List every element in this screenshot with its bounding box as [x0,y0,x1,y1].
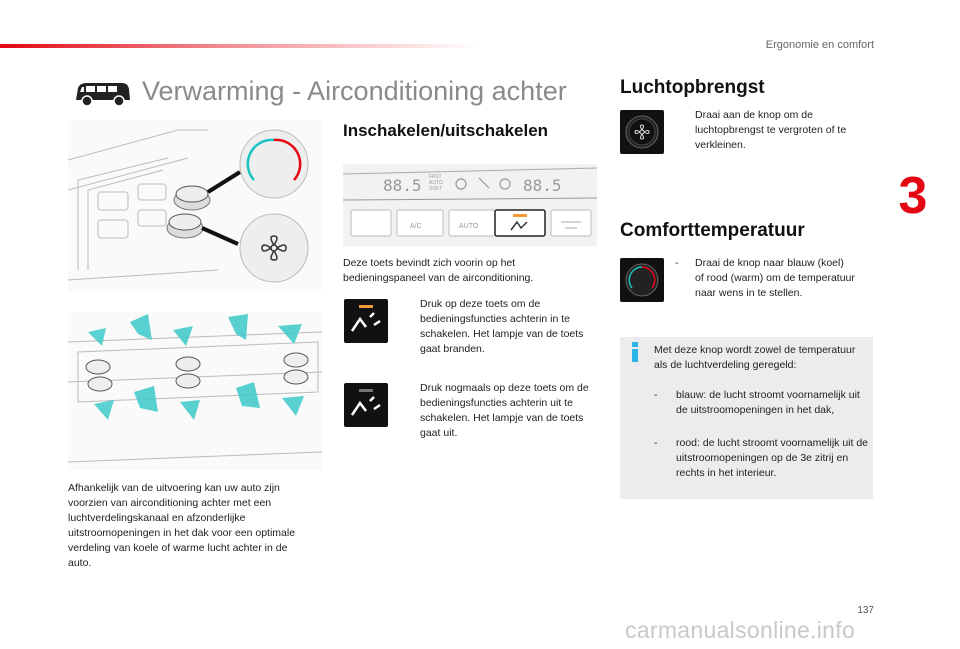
panel-display-left: 88.5 [383,176,422,195]
page-number: 137 [857,605,874,616]
front-ac-panel-illustration [343,164,597,246]
middle-intro: Deze toets bevindt zich voorin op het bedieningspaneel van de airconditioning. [343,257,534,284]
panel-display-right: 88.5 [523,176,562,195]
heading-airflow: Luchtopbrengst [620,77,765,98]
airflow-knob-thumbnail [620,110,664,154]
heading-switch: Inschakelen/uitschakelen [343,121,549,140]
panel-fast-label: FAST [429,174,442,180]
panel-auto-label: AUTO [429,180,443,186]
rear-button-on-thumbnail [344,299,388,343]
van-icon [72,80,132,108]
chapter-number: 3 [898,167,928,225]
left-description: Afhankelijk van de uitvoering kan uw auto zijn voorzien van airconditioning achter met een luchtverdelingskanaal en afzonderlijke uitstroomopeningen in het dak voor een optimale verdeling van koele of warme lucht achter in de auto. [68,482,296,569]
panel-soft-label: SOFT [429,186,443,192]
info-intro: Met deze knop wordt zowel de temperatuur als de luchtverdeling geregeld: [654,344,856,371]
heading-comfort: Comforttemperatuur [620,220,805,241]
page-title: Verwarming - Airconditioning achter [142,76,567,106]
temperature-knob-thumbnail [620,258,664,302]
section-label: Ergonomie en comfort [765,39,874,51]
panel-ac-button: A/C [410,223,422,230]
rear-button-off-thumbnail [344,383,388,427]
info-item-1-dash: - [654,389,658,401]
info-item-2-dash: - [654,437,658,449]
comfort-dash: - [675,257,679,269]
watermark: carmanualsonline.info [625,617,856,643]
airflow-text: Draai aan de knop om de luchtopbrengst te vergroten of te verkleinen. [695,109,847,151]
panel-auto-button: AUTO [459,223,479,230]
step-1-text: Druk op deze toets om de bedieningsfuncties achterin in te schakelen. Het lampje van de toets gaat branden. [420,298,584,355]
header-accent-bar [0,44,480,48]
comfort-text: Draai de knop naar blauw (koel) of rood (warm) om de temperatuur naar wens in te stellen. [695,257,855,299]
info-item-2-text: rood: de lucht stroomt voornamelijk uit de uitstroomopeningen op de 3e zitrij en rechts in het interieur. [676,437,869,479]
rear-control-knobs-illustration [68,120,322,292]
roof-vents-illustration [68,312,322,470]
info-item-1-text: blauw: de lucht stroomt voornamelijk uit de uitstroomopeningen in het dak, [676,389,860,416]
step-2-text: Druk nogmaals op deze toets om de bedieningsfuncties achterin uit te schakelen. Het lampje van de toets gaat uit. [420,382,589,439]
info-icon [630,341,640,363]
